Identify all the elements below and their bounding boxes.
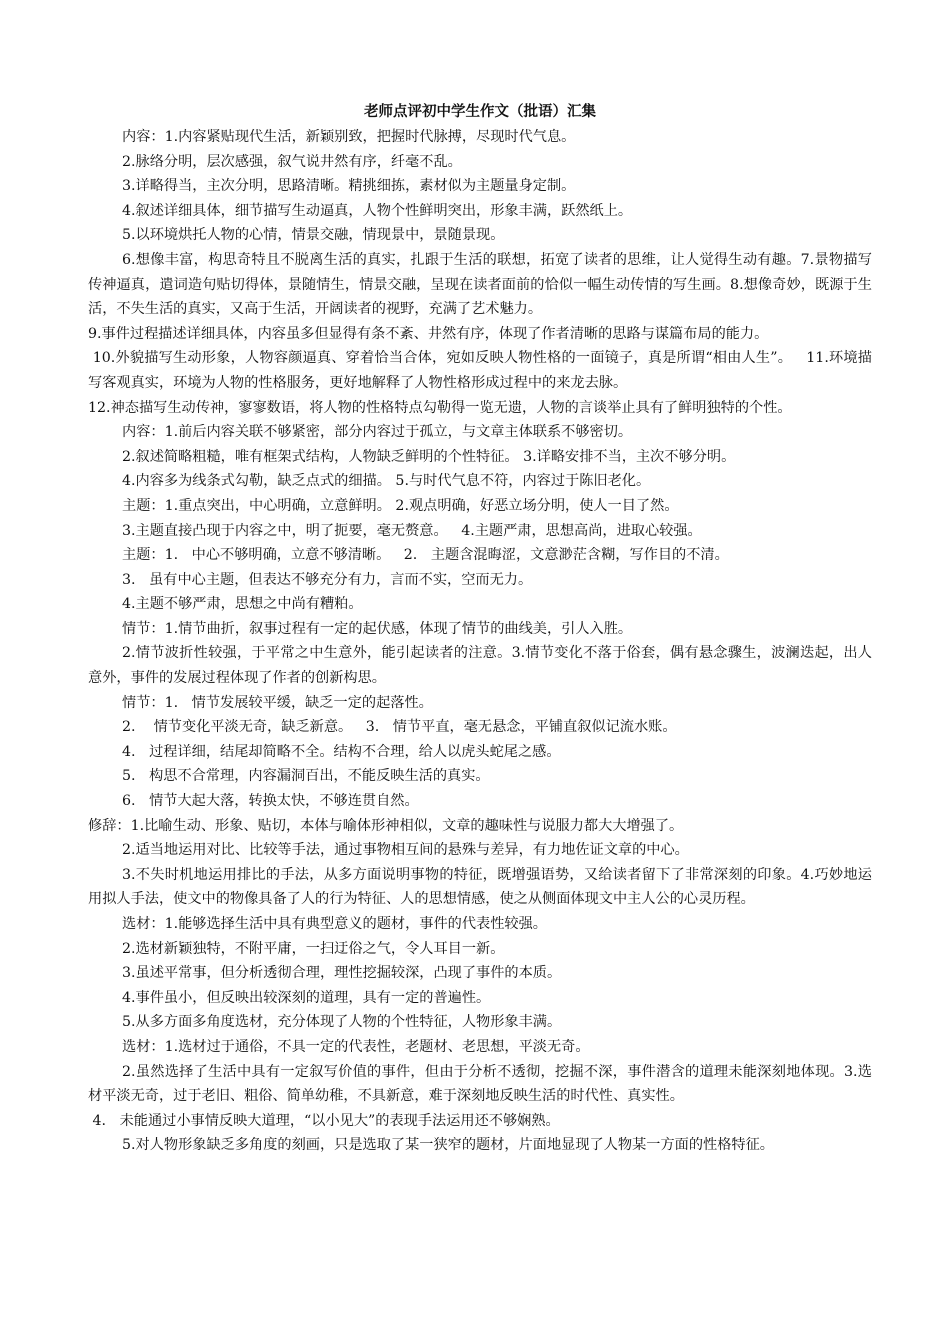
paragraph: 5.对人物形象缺乏多角度的刻画，只是选取了某一狭窄的题材，片面地显现了人物某一方面的性格特征。 — [122, 1137, 774, 1154]
paragraph: 2.选材新颖独特，不附平庸，一扫迂俗之气，令人耳目一新。 — [122, 940, 505, 957]
paragraph: 4. 过程详细，结尾却简略不全。结构不合理，给人以虎头蛇尾之感。 — [122, 743, 561, 760]
paragraph: 4.事件虽小，但反映出较深刻的道理，具有一定的普遍性。 — [122, 989, 491, 1006]
paragraph: 2. 情节变化平淡无奇，缺乏新意。 3. 情节平直，毫无悬念，平铺直叙似记流水账。 — [122, 719, 677, 736]
paragraph: 2.脉络分明，层次感强，叙气说井然有序，纤毫不乱。 — [122, 153, 462, 170]
paragraph: 主题：1. 中心不够明确，立意不够清晰。 2. 主题含混晦涩，文意渺茫含糊，写作目的不清。 — [122, 547, 729, 564]
paragraph: 3.虽述平常事，但分析透彻合理，理性挖掘较深，凸现了事件的本质。 — [122, 965, 562, 982]
paragraph: 12.神态描写生动传神，寥寥数语，将人物的性格特点勾勒得一览无遗，人物的言谈举止具有了鲜明独特的个性。 — [88, 399, 792, 416]
paragraph: 内容：1.前后内容关联不够紧密，部分内容过于孤立，与文章主体联系不够密切。 — [122, 424, 633, 441]
paragraph: 4.内容多为线条式勾勒，缺乏点式的细描。 5.与时代气息不符，内容过于陈旧老化。 — [122, 473, 651, 490]
paragraph: 6. 情节大起大落，转换太快，不够连贯自然。 — [122, 793, 419, 810]
paragraph: 5.以环境烘托人物的心情，情景交融，情现景中，景随景现。 — [122, 227, 505, 244]
paragraph: 3.详略得当，主次分明，思路清晰。精挑细拣，素材似为主题量身定制。 — [122, 178, 576, 195]
paragraph: 10.外貌描写生动形象，人物容颜逼真、穿着恰当合体，宛如反映人物性格的一面镜子，真是所谓“相由人生”。 11.环境描写客观真实，环境为人物的性格服务，更好地解释了人物性格形成过程中的来龙去脉。 — [88, 350, 872, 391]
paragraph: 4. 未能通过小事情反映大道理，“以小见大”的表现手法运用还不够娴熟。 — [88, 1112, 560, 1129]
document-body — [88, 125, 872, 1158]
paragraph: 5. 构思不合常理，内容漏洞百出，不能反映生活的真实。 — [122, 768, 490, 785]
paragraph: 2.虽然选择了生活中具有一定叙写价值的事件，但由于分析不透彻，挖掘不深，事件潜含的道理未能深刻地体现。3.选材平淡无奇，过于老旧、粗俗、简单幼稚，不具新意，难于深刻地反映生活的时代性、真实性。 — [88, 1063, 872, 1105]
paragraph: 9.事件过程描述详细具体，内容虽多但显得有条不紊、井然有序，体现了作者清晰的思路与谋篇布局的能力。 — [88, 325, 769, 342]
paragraph: 5.从多方面多角度选材，充分体现了人物的个性特征，人物形象丰满。 — [122, 1014, 562, 1031]
paragraph: 3.不失时机地运用排比的手法，从多方面说明事物的特征，既增强语势，又给读者留下了非常深刻的印象。4.巧妙地运用拟人手法，使文中的物像具备了人的行为特征、人的思想情感，使之从侧面体现文中主人公的心灵历程。 — [88, 866, 872, 908]
paragraph: 情节：1. 情节发展较平缓，缺乏一定的起落性。 — [122, 694, 433, 711]
document-title: 老师点评初中学生作文（批语）汇集 — [364, 103, 596, 120]
paragraph: 主题：1.重点突出，中心明确，立意鲜明。 2.观点明确，好恶立场分明，使人一目了然。 — [122, 497, 679, 514]
paragraph: 修辞：1.比喻生动、形象、贴切，本体与喻体形神相似，文章的趣味性与说服力都大大增强了。 — [88, 817, 684, 834]
paragraph: 4.主题不够严肃，思想之中尚有糟粕。 — [122, 596, 363, 613]
paragraph: 内容：1.内容紧贴现代生活，新颖别致，把握时代脉搏，尽现时代气息。 — [122, 129, 576, 145]
paragraph: 选材：1.选材过于通俗，不具一定的代表性，老题材、老思想，平淡无奇。 — [122, 1038, 590, 1055]
paragraph: 选材：1.能够选择生活中具有典型意义的题材，事件的代表性较强。 — [122, 916, 547, 932]
paragraph: 2.情节波折性较强，于平常之中生意外，能引起读者的注意。3.情节变化不落于俗套，偶有悬念骤生，波澜迭起，出人意外，事件的发展过程体现了作者的创新构思。 — [88, 645, 872, 687]
paragraph: 3.主题直接凸现于内容之中，明了扼要，毫无赘意。 4.主题严肃，思想高尚，进取心较强。 — [122, 522, 702, 539]
document-page — [88, 100, 872, 1158]
paragraph: 4.叙述详细具体，细节描写生动逼真，人物个性鲜明突出，形象丰满，跃然纸上。 — [122, 202, 633, 219]
paragraph: 2.适当地运用对比、比较等手法，通过事物相互间的悬殊与差异，有力地佐证文章的中心。 — [122, 842, 689, 859]
paragraph: 2.叙述简略粗糙，唯有框架式结构，人物缺乏鲜明的个性特征。 3.详略安排不当，主次不够分明。 — [122, 448, 736, 465]
paragraph: 6.想像丰富，构思奇特且不脱离生活的真实，扎跟于生活的联想，拓宽了读者的思维，让人觉得生动有趣。7.景物描写传神逼真，遣词造句贴切得体，景随情生，情景交融，呈现在读者面前的恰似一幅生动传情的写生画。8.想像奇妙，既源于生活，不失生活的真实，又高于生活，开阔读者的视野，充满了艺术魅力。 — [88, 251, 872, 318]
paragraph: 3. 虽有中心主题，但表达不够充分有力，言而不实，空而无力。 — [122, 571, 533, 588]
paragraph: 情节：1.情节曲折，叙事过程有一定的起伏感，体现了情节的曲线美，引人入胜。 — [122, 620, 633, 637]
